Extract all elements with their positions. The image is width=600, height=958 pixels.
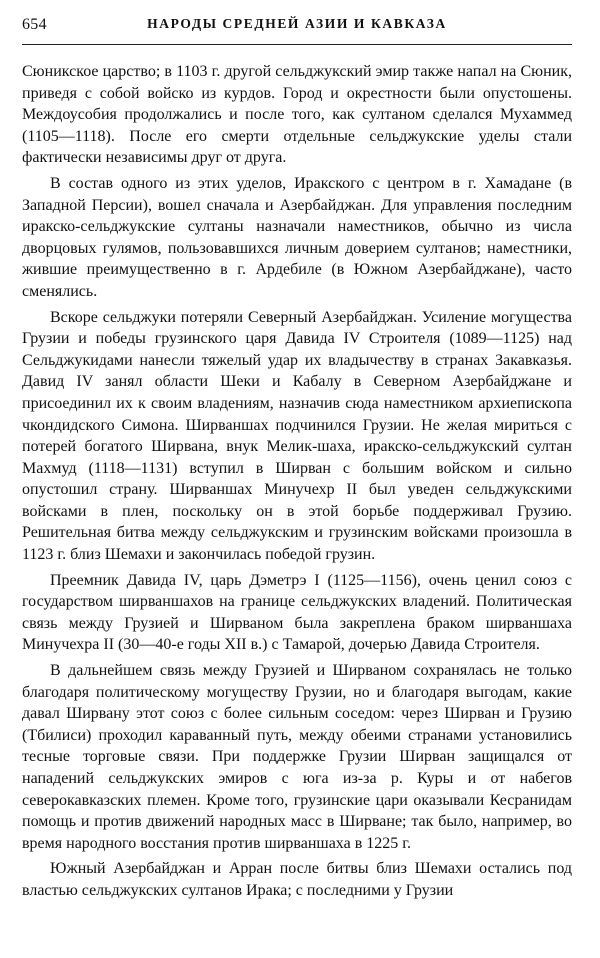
running-title: НАРОДЫ СРЕДНЕЙ АЗИИ И КАВКАЗА: [147, 16, 447, 31]
paragraph-5: В дальнейшем связь между Грузией и Ширваном сохранялась не только благодаря политическому могуществу Грузии, но и благодаря выгодам, какие давал Ширвану этот союз с более сильным соседом: через Ширван и Грузию (Тбилиси) проходил караванный путь, между обеими странами установились тесные торговые связи. При поддержке Грузии Ширван защищался от нападений сельджукских эмиров с юга из-за р. Куры и от набегов северокавказских племен. Кроме того, грузинские цари оказывали Кесранидам помощь и против движений народных масс в Ширване; так было, например, во время народного восстания против ширваншаха в 1225 г.: [22, 662, 572, 852]
page-header: [22, 14, 572, 38]
page-number: 654: [22, 16, 47, 33]
paragraph-3: Вскоре сельджуки потеряли Северный Азербайджан. Усиление могущества Грузии и победы грузинского царя Давида IV Строителя (1089—1125) над Сельджукидами нанесли тяжелый удар их владычеству в странах Закавказья. Давид IV занял области Шеки и Кабалу в Северном Азербайджане и присоединил их к своим владениям, назначив сюда наместником архиепископа чкондидского Симона. Ширваншах подчинился Грузии. Не желая мириться с потерей богатого Ширвана, внук Мелик-шаха, иракско-сельджукский султан Махмуд (1118—1131) вступил в Ширван с большим войском и сильно опустошил страну. Ширваншах Минучехр II был уведен сельджукскими войсками в плен, поскольку он в этой борьбе поддерживал Грузию. Решительная битва между сельджукским и грузинским войсками произошла в 1123 г. близ Шемахи и закончилась победой грузин.: [22, 308, 572, 564]
paragraph-2: В состав одного из этих уделов, Иракского с центром в г. Хамадане (в Западной Персии), вошел сначала и Азербайджан. Для управления последним иракско-сельджукские султаны назначали наместников, обычно из числа дворцовых гулямов, пользовавшихся личным доверием султанов; наместники, жившие преимущественно в г. Ардебиле (в Южном Азербайджане), часто сменялись.: [22, 174, 572, 300]
paragraph-4: Преемник Давида IV, царь Дэметрэ I (1125—1156), очень ценил союз с государством ширваншахов на границе сельджукских владений. Политическая связь между Грузией и Ширваном была закреплена браком ширваншаха Минучехра II (30—40-е годы XII в.) с Тамарой, дочерью Давида Строителя.: [22, 571, 572, 654]
paragraph-1: Сюникское царство; в 1103 г. другой сельджукский эмир также напал на Сюник, приведя с собой войско из курдов. Город и окрестности были опустошены. Междоусобия продолжались и после того, как султаном сделался Мухаммед (1105—1118). После его смерти отдельные сельджукские уделы стали фактически независимы друг от друга.: [22, 63, 572, 167]
header-rule: [22, 44, 572, 45]
paragraph-6: Южный Азербайджан и Арран после битвы близ Шемахи остались под властью сельджукских султанов Ирака; с последними у Грузии: [22, 860, 572, 899]
body-text: [22, 61, 572, 906]
